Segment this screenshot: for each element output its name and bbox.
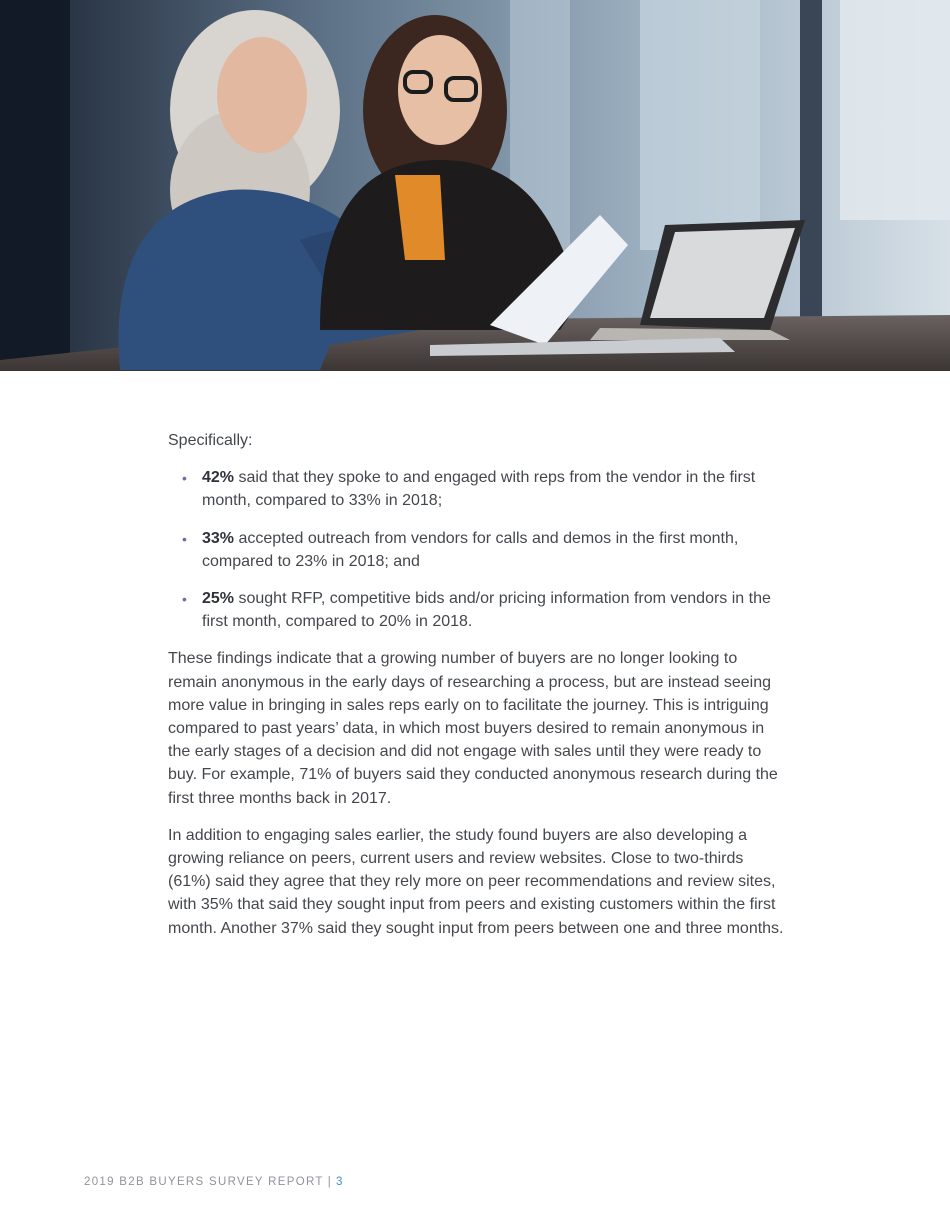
list-item — [168, 466, 788, 512]
list-item — [168, 587, 788, 633]
stats-list — [168, 466, 788, 633]
paragraph: In addition to engaging sales earlier, the study found buyers are also developing a growing reliance on peers, current users and review websites. Close to two-thirds (61%) said they agree that they rely more on peer recommendations and review sites, with 35% that said they sought input from peers and existing customers within the first month. Another 37% said they sought input from peers between one and three months. — [168, 826, 784, 937]
stat-text: accepted outreach from vendors for calls and demos in the first month, compared to 23% in 2018; and — [202, 529, 739, 570]
bullet-icon: • — [182, 591, 187, 608]
footer-separator: | — [327, 1176, 332, 1188]
bullet-icon: • — [182, 530, 187, 547]
stat-value: 42% — [202, 469, 235, 487]
list-item — [168, 527, 788, 573]
stat-text: sought RFP, competitive bids and/or pricing information from vendors in the first month, compared to 20% in 2018. — [202, 590, 771, 631]
bullet-icon: • — [182, 470, 187, 487]
stat-text: said that they spoke to and engaged with reps from the vendor in the first month, compared to 33% in 2018; — [202, 469, 756, 510]
paragraph: These findings indicate that a growing number of buyers are no longer looking to remain anonymous in the early days of researching a process, but are instead seeing more value in bringing in sales reps early on to facilitate the journey. This is intriguing compared to past years’ data, in which most buyers desired to remain anonymous in the early stages of a decision and did not engage with sales until they were ready to buy. For example, 71% of buyers said they conducted anonymous research during the first three months back in 2017. — [168, 650, 778, 807]
page-footer — [84, 1176, 344, 1188]
hero-photo — [0, 0, 950, 371]
intro-text: Specifically: — [168, 432, 253, 449]
hero-photo-illustration — [0, 0, 950, 371]
stat-value: 25% — [202, 590, 235, 608]
stat-value: 33% — [202, 529, 235, 547]
page-number: 3 — [335, 1176, 344, 1188]
report-body — [168, 429, 788, 954]
report-title: 2019 B2B BUYERS SURVEY REPORT — [84, 1176, 324, 1188]
